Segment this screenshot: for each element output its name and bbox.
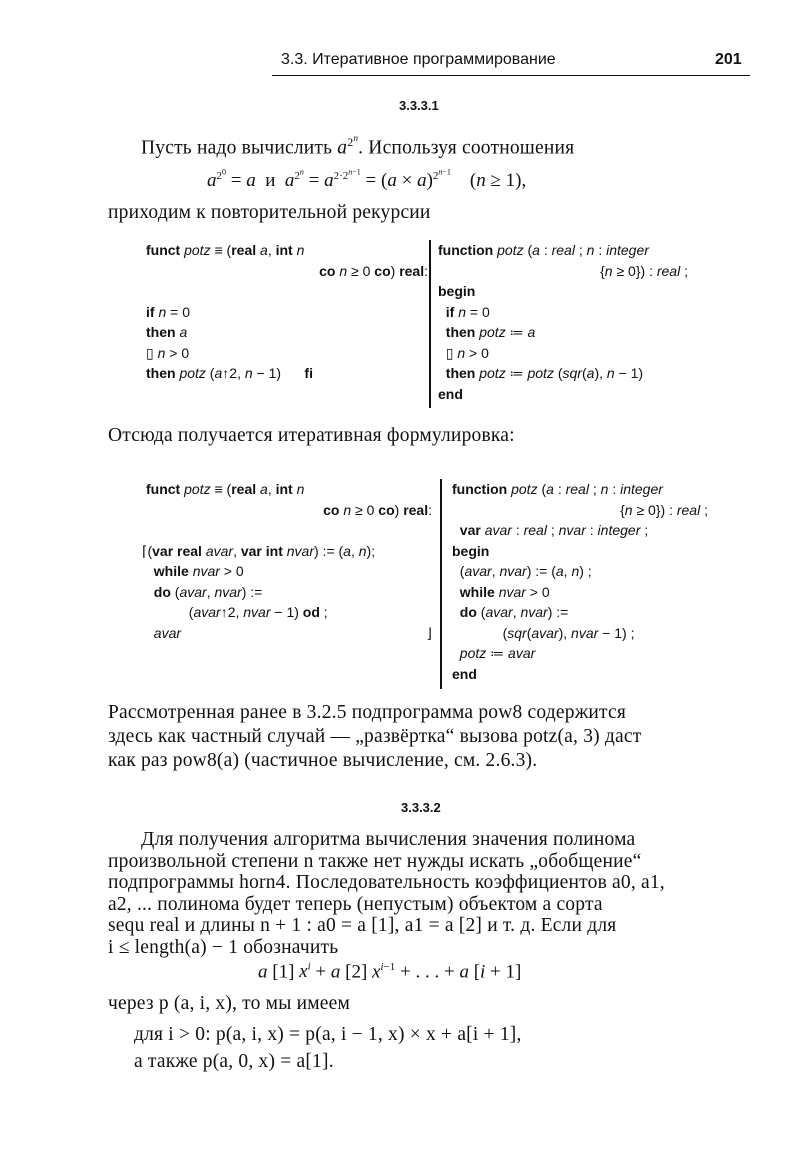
pow8-line-2: здесь как частный случай — „развёртка“ вызова potz(a, 3) даст — [108, 726, 642, 747]
iterative-pascal-code: function potz (a : real ; n : integer {n ≥ 0}) : real ; var avar : real ; nvar : integer ; begin (avar, nvar) := (a, n) ; while nvar > 0 do (avar, nvar) := (sqr(avar), nvar − 1) ; potz ≔ avar end — [452, 481, 708, 682]
formula-polynomial: a [1] $x^i + a$ [2] $x^{i-1}$ + . . . + a [i + 1] — [258, 961, 522, 983]
poly-line-2: произвольной степени n также нет нужды искать „обобщение“ — [108, 850, 642, 872]
header-rule — [272, 75, 750, 76]
poly-line-5: sequ real и длины n + 1 : a0 = a [1], a1 = a [2] и т. д. Если для — [108, 915, 617, 936]
equation-base-case: а также p(a, 0, x) = a[1]. — [134, 1051, 334, 1072]
section-number-1: 3.3.3.1 — [399, 98, 439, 113]
formula-relations: $a^{2^0} = a$ и $a^{2^n} = a^{2\cdot 2^{n-1}} = (a \times a)^{2^{n-1}}$ (n ≥ 1), — [207, 167, 527, 191]
page-number: 201 — [715, 51, 742, 68]
paragraph-pow8 — [108, 701, 641, 773]
poly-line-6: i ≤ length(a) − 1 обозначить — [108, 936, 339, 958]
paragraph-polynomial — [108, 829, 665, 958]
running-header-title: 3.3. Итеративное программирование — [281, 51, 556, 68]
equation-recursive-step: для i > 0: p(a, i, x) = p(a, i − 1, x) × x + a[i + 1], — [134, 1024, 522, 1045]
poly-line-1: Для получения алгоритма вычисления значения полинома — [141, 829, 636, 850]
poly-line-3: подпрограммы horn4. Последовательность коэффициентов a0, a1, — [108, 872, 665, 893]
divider-recursive — [429, 240, 431, 408]
paragraph-iterative: Отсюда получается итеративная формулировка: — [108, 425, 515, 446]
divider-iterative — [440, 479, 442, 689]
section-number-2: 3.3.3.2 — [401, 800, 441, 815]
recursive-algol-code: funct potz ≡ (real a, int n co n ≥ 0 co) real: if n = 0 then a ▯ n > 0 then potz (a↑2, n − 1) fi — [146, 242, 428, 381]
paragraph-through: через p (a, i, x), то мы имеем — [108, 993, 350, 1014]
paragraph-intro: Пусть надо вычислить $a^{2^n}$. Используя соотношения — [141, 133, 575, 159]
pow8-line-1: Рассмотренная ранее в 3.2.5 подпрограмма pow8 содержится — [108, 702, 626, 723]
paragraph-recursion: приходим к повторительной рекурсии — [108, 202, 431, 223]
iterative-algol-code: funct potz ≡ (real a, int n co n ≥ 0 co) real: ⌈(var real avar, var int nvar) := (a, n); while nvar > 0 do (avar, nvar) := (avar↑2, nvar − 1) od ; avar ⌋ — [142, 481, 432, 641]
poly-line-4: a2, ... полинома будет теперь (непустым) объектом a сорта — [108, 893, 603, 915]
recursive-pascal-code: function potz (a : real ; n : integer {n ≥ 0}) : real ; begin if n = 0 then potz ≔ a ▯ n > 0 then potz ≔ potz (sqr(a), n − 1) end — [438, 242, 688, 402]
pow8-line-3: как раз pow8(a) (частичное вычисление, см. 2.6.3). — [108, 750, 538, 771]
